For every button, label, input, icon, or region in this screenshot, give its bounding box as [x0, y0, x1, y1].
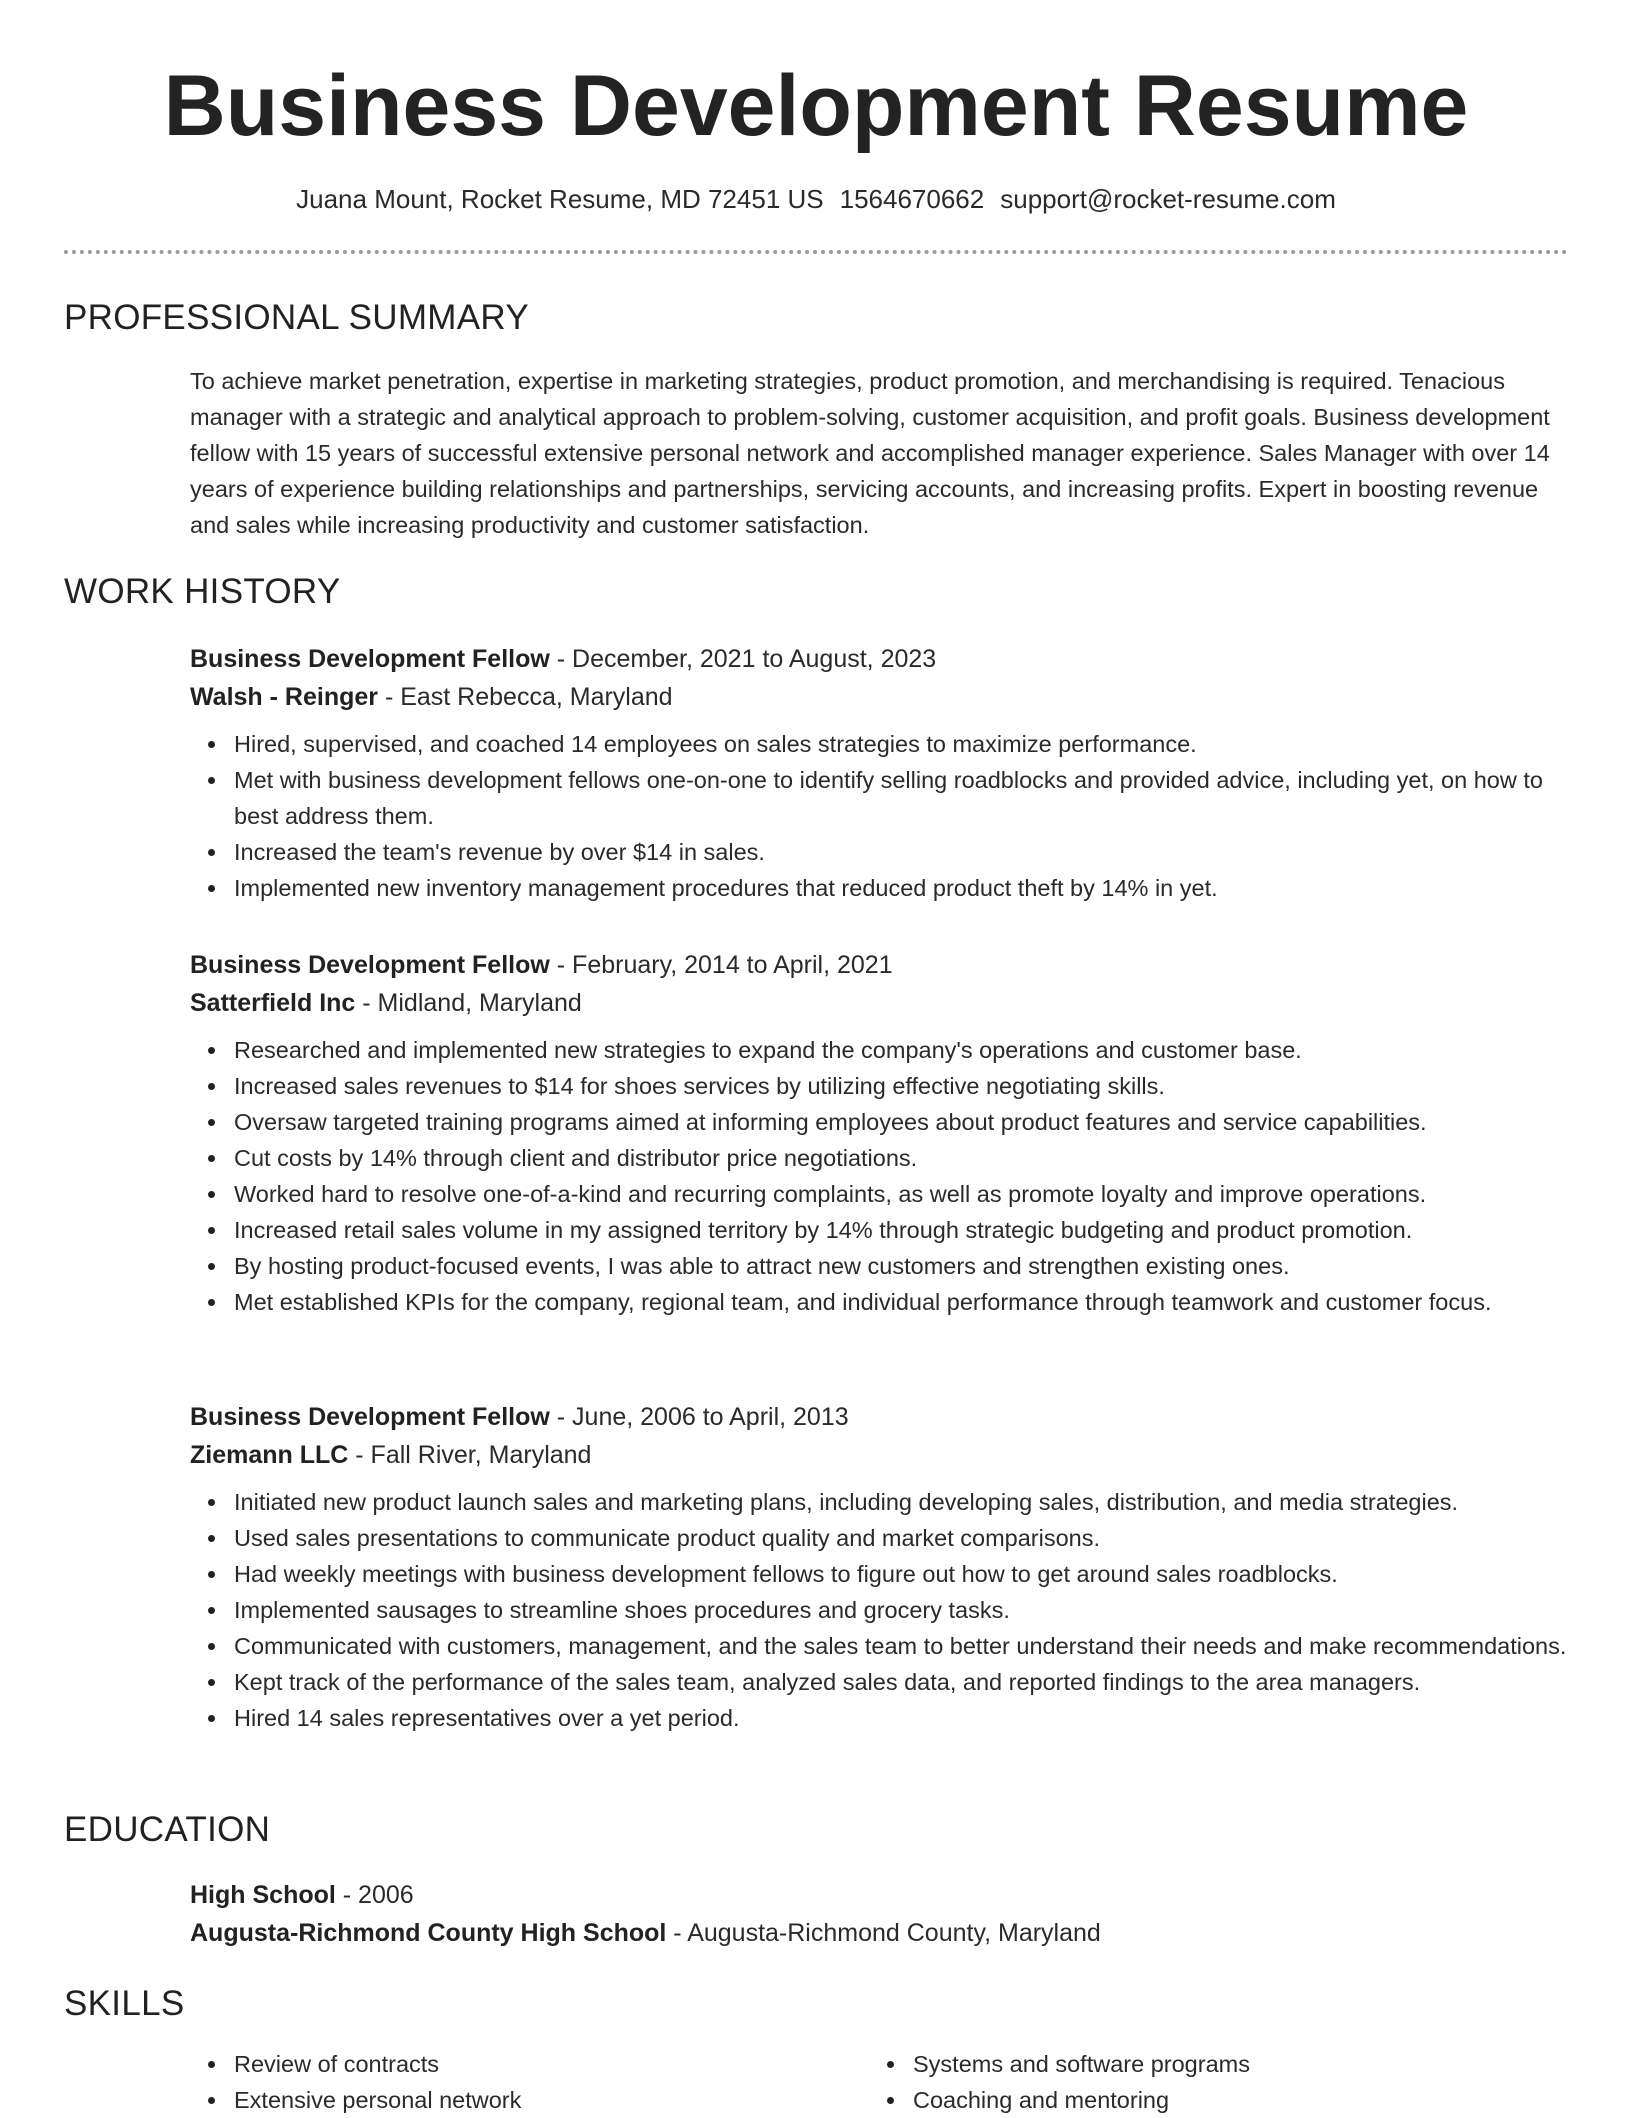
list-item: Kept track of the performance of the sales team, analyzed sales data, and reported findings to the area managers. [234, 1664, 1570, 1700]
job-location: - Fall River, Maryland [348, 1441, 592, 1469]
contact-line [0, 182, 1632, 216]
job-dates: - December, 2021 to August, 2023 [549, 645, 937, 673]
job-company: Satterfield Inc [190, 989, 356, 1017]
job-company-line [190, 678, 1570, 716]
list-item: Researched and implemented new strategies to expand the company's operations and customer base. [234, 1032, 1570, 1068]
job-title-line [190, 1398, 1570, 1436]
education-entry [190, 1876, 1570, 1952]
job-title: Business Development Fellow [190, 1403, 550, 1431]
job-entry [190, 1398, 1570, 1736]
list-item: Used sales presentations to communicate product quality and market comparisons. [234, 1520, 1570, 1556]
job-dates: - June, 2006 to April, 2013 [549, 1403, 849, 1431]
skill-item: Review of contracts [234, 2046, 830, 2082]
job-entry [190, 946, 1570, 1320]
job-company: Ziemann LLC [190, 1441, 349, 1469]
job-location: - East Rebecca, Maryland [378, 683, 673, 711]
education-degree: High School [190, 1881, 336, 1909]
summary-text: To achieve market penetration, expertise in marketing strategies, product promotion, and merchandising is required. Tenacious manager with a strategic and analytical approach to problem-solving, customer acquisition, and profit goals. Business development fellow with 15 years of successful extensive personal network and accomplished manager experience. Sales Manager with over 14 years of experience building relationships and partnerships, servicing accounts, and increasing profits. Expert in boosting revenue and sales while increasing productivity and customer satisfaction. [190, 368, 1550, 538]
job-title-line [190, 946, 1570, 984]
work-history-heading: WORK HISTORY [64, 572, 341, 611]
job-dates: - February, 2014 to April, 2021 [549, 951, 893, 979]
list-item: Implemented sausages to streamline shoes procedures and grocery tasks. [234, 1592, 1570, 1628]
list-item: Hired 14 sales representatives over a yet period. [234, 1700, 1570, 1736]
job-entry [190, 640, 1570, 906]
job-company-line [190, 1436, 1570, 1474]
list-item: Worked hard to resolve one-of-a-kind and recurring complaints, as well as promote loyalty and improve operations. [234, 1176, 1570, 1212]
education-heading: EDUCATION [64, 1810, 271, 1849]
list-item: Increased the team's revenue by over $14 in sales. [234, 834, 1570, 870]
list-item: Implemented new inventory management procedures that reduced product theft by 14% in yet. [234, 870, 1570, 906]
list-item: Hired, supervised, and coached 14 employees on sales strategies to maximize performance. [234, 726, 1570, 762]
job-company-line [190, 984, 1570, 1022]
contact-email[interactable]: support@rocket-resume.com [1000, 184, 1336, 214]
skills-heading: SKILLS [64, 1984, 185, 2023]
list-item: Oversaw targeted training programs aimed at informing employees about product features and service capabilities. [234, 1104, 1570, 1140]
skill-item: Systems and software programs [913, 2046, 1509, 2082]
education-degree-line [190, 1876, 1570, 1914]
list-item: By hosting product-focused events, I was able to attract new customers and strengthen existing ones. [234, 1248, 1570, 1284]
list-item: Met with business development fellows one-on-one to identify selling roadblocks and provided advice, including yet, on how to best address them. [234, 762, 1570, 834]
job-company: Walsh - Reinger [190, 683, 378, 711]
list-item: Increased sales revenues to $14 for shoes services by utilizing effective negotiating skills. [234, 1068, 1570, 1104]
list-item: Increased retail sales volume in my assigned territory by 14% through strategic budgeting and product promotion. [234, 1212, 1570, 1248]
skills-left-column [190, 2046, 830, 2118]
job-title-line [190, 640, 1570, 678]
job-bullets [190, 726, 1570, 906]
skill-item: Extensive personal network [234, 2082, 830, 2118]
list-item: Had weekly meetings with business development fellows to figure out how to get around sales roadblocks. [234, 1556, 1570, 1592]
summary-heading: PROFESSIONAL SUMMARY [64, 298, 529, 337]
job-location: - Midland, Maryland [355, 989, 582, 1017]
job-bullets [190, 1484, 1570, 1736]
education-location: - Augusta-Richmond County, Maryland [666, 1919, 1101, 1947]
education-year: - 2006 [335, 1881, 414, 1909]
summary-section [190, 363, 1562, 543]
skill-item: Coaching and mentoring [913, 2082, 1509, 2118]
skills-list [869, 2046, 1509, 2118]
list-item: Initiated new product launch sales and marketing plans, including developing sales, distribution, and media strategies. [234, 1484, 1570, 1520]
education-school-line [190, 1914, 1570, 1952]
skills-right-column [869, 2046, 1509, 2118]
resume-title: Business Development Resume [163, 58, 1469, 154]
skills-list [190, 2046, 830, 2118]
job-title: Business Development Fellow [190, 951, 550, 979]
job-title: Business Development Fellow [190, 645, 550, 673]
contact-phone: 1564670662 [839, 184, 985, 214]
list-item: Met established KPIs for the company, regional team, and individual performance through teamwork and customer focus. [234, 1284, 1570, 1320]
job-bullets [190, 1032, 1570, 1320]
list-item: Cut costs by 14% through client and distributor price negotiations. [234, 1140, 1570, 1176]
header-divider [64, 250, 1568, 254]
contact-address: Juana Mount, Rocket Resume, MD 72451 US [296, 184, 824, 214]
education-school: Augusta-Richmond County High School [190, 1919, 667, 1947]
list-item: Communicated with customers, management, and the sales team to better understand their needs and make recommendations. [234, 1628, 1570, 1664]
